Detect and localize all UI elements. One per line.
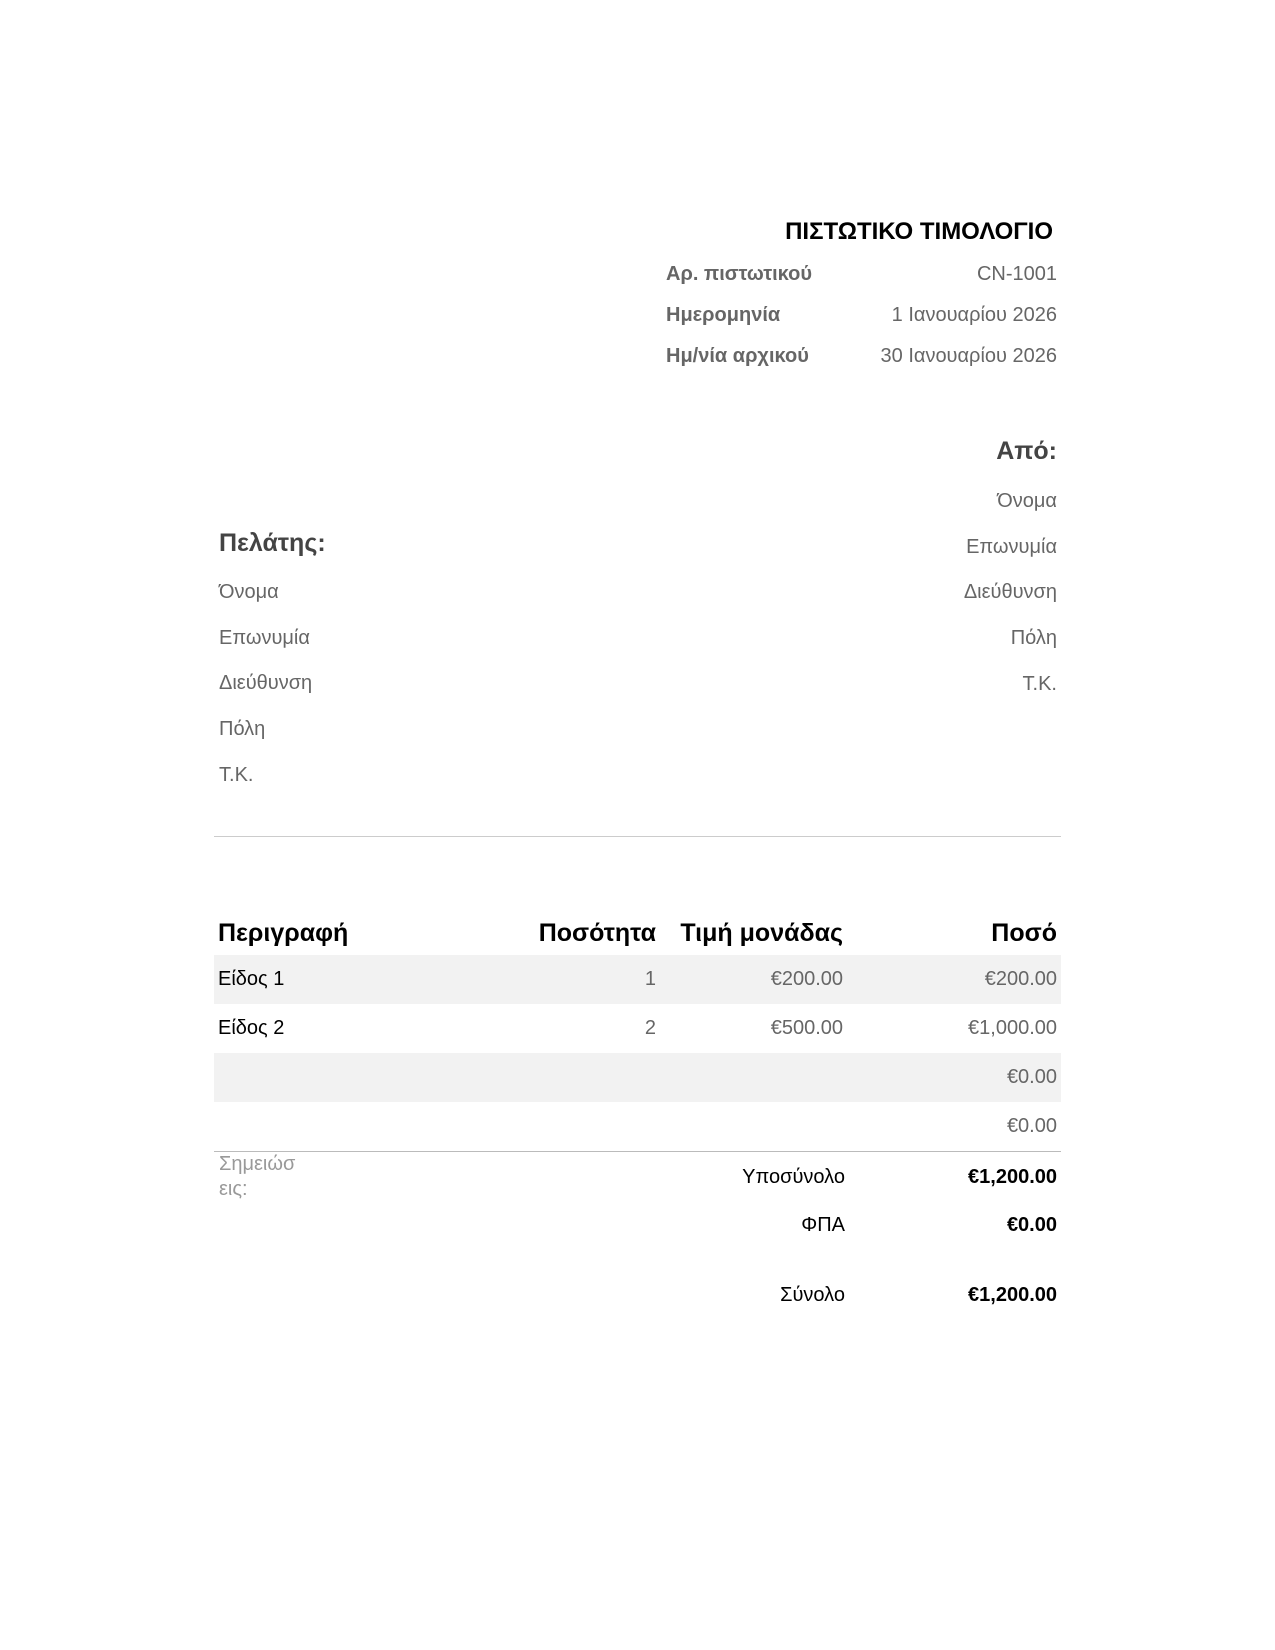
total-row (660, 1283, 1061, 1307)
meta-row-number (666, 262, 1057, 303)
table-row (214, 955, 1061, 1004)
customer-title: Πελάτης: (219, 529, 326, 557)
document-title: ΠΙΣΤΩΤΙΚΟ ΤΙΜΟΛΟΓΙΟ (785, 218, 1053, 245)
meta-row-date (666, 303, 1057, 344)
from-city: Πόλη (1010, 627, 1057, 650)
header-quantity: Ποσότητα (538, 919, 656, 947)
meta-row-original-date (666, 344, 1057, 385)
customer-company: Επωνυμία (219, 626, 310, 649)
from-street: Διεύθυνση (963, 581, 1057, 604)
date-label: Ημερομηνία (666, 304, 781, 326)
row-quantity (464, 1102, 660, 1152)
row-amount: €0.00 (847, 1102, 1061, 1152)
date-value: 1 Ιανουαρίου 2026 (891, 304, 1057, 326)
vat-row (660, 1213, 1061, 1283)
header-description: Περιγραφή (218, 919, 349, 947)
row-description (214, 1053, 464, 1102)
row-unit-price: €500.00 (770, 1017, 843, 1039)
totals-block (660, 1165, 1061, 1307)
customer-address (219, 580, 312, 808)
vat-label: ΦΠΑ (801, 1214, 845, 1236)
row-unit-price: €200.00 (660, 955, 847, 1004)
row-quantity: 2 (644, 1017, 656, 1039)
line-items-table (214, 900, 1061, 1152)
row-amount: €200.00 (847, 955, 1061, 1004)
credit-note-number-label: Αρ. πιστωτικού (666, 263, 813, 285)
row-quantity (464, 1053, 660, 1102)
customer-city: Πόλη (219, 718, 266, 741)
section-divider (214, 836, 1061, 837)
row-description: Είδος 1 (214, 955, 464, 1004)
row-unit-price (660, 1053, 847, 1102)
row-amount: €0.00 (847, 1053, 1061, 1102)
customer-postcode: Τ.Κ. (219, 763, 254, 786)
original-date-value: 30 Ιανουαρίου 2026 (880, 345, 1057, 367)
from-name: Όνομα (997, 490, 1057, 512)
total-label: Σύνολο (780, 1284, 845, 1306)
row-unit-price (660, 1102, 847, 1152)
table-row (214, 1053, 1061, 1102)
header-amount: Ποσό (991, 919, 1057, 947)
table-header-row (214, 900, 1061, 955)
notes-label: Σημειώσεις: (219, 1153, 296, 1200)
original-date-label: Ημ/νία αρχικού (666, 345, 809, 367)
subtotal-label: Υποσύνολο (742, 1166, 845, 1188)
from-company: Επωνυμία (966, 535, 1057, 558)
subtotal-row (660, 1165, 1061, 1213)
row-description (214, 1102, 464, 1152)
table-row (214, 1102, 1061, 1152)
from-title: Από: (996, 437, 1057, 465)
row-quantity: 1 (464, 955, 660, 1004)
document-meta (666, 262, 1057, 385)
from-postcode: Τ.Κ. (1022, 672, 1057, 695)
customer-street: Διεύθυνση (219, 672, 313, 695)
row-description: Είδος 2 (218, 1017, 285, 1039)
row-amount: €1,000.00 (968, 1017, 1057, 1039)
from-address (964, 489, 1057, 717)
subtotal-value: €1,200.00 (968, 1166, 1057, 1188)
table-row (214, 1004, 1061, 1053)
header-unit-price: Τιμή μονάδας (680, 919, 843, 947)
total-value: €1,200.00 (968, 1284, 1057, 1306)
vat-value: €0.00 (1006, 1214, 1057, 1236)
customer-name: Όνομα (219, 581, 279, 603)
credit-note-number-value: CN-1001 (976, 263, 1057, 285)
